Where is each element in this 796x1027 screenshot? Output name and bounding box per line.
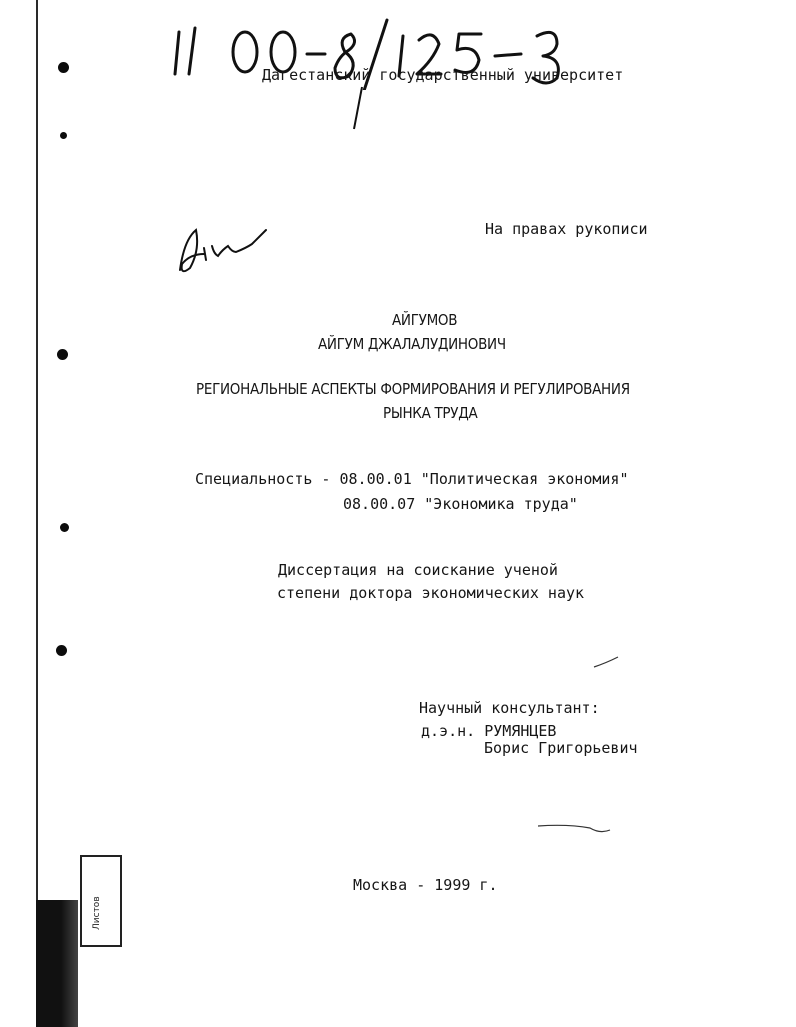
- city-and-year: Москва - 1999 г.: [353, 876, 498, 894]
- thesis-title-line1: РЕГИОНАЛЬНЫЕ АСПЕКТЫ ФОРМИРОВАНИЯ И РЕГУЛИРОВАНИЯ: [196, 380, 630, 398]
- thesis-title-line2: РЫНКА ТРУДА: [383, 404, 478, 422]
- specialty-line2: 08.00.07 "Экономика труда": [343, 495, 578, 513]
- author-surname: АЙГУМОВ: [392, 311, 458, 329]
- author-name: АЙГУМ ДЖАЛАЛУДИНОВИЧ: [318, 335, 506, 353]
- degree-line1: Диссертация на соискание ученой: [278, 561, 558, 579]
- rights-note: На правах рукописи: [485, 220, 648, 238]
- pen-mark: [536, 820, 616, 840]
- pen-mark: [592, 655, 622, 671]
- binding-hole-mark: [60, 132, 67, 139]
- specialty-line1: Специальность - 08.00.01 "Политическая экономия": [195, 470, 629, 488]
- scan-dark-corner: [36, 900, 78, 1027]
- binding-hole-mark: [56, 645, 67, 656]
- binding-hole-mark: [60, 523, 69, 532]
- scan-left-edge: [36, 0, 38, 1027]
- consultant-full-name: Борис Григорьевич: [484, 739, 638, 757]
- consultant-degree-surname: д.э.н. РУМЯНЦЕВ: [421, 722, 557, 740]
- binding-hole-mark: [57, 349, 68, 360]
- degree-line2: степени доктора экономических наук: [277, 584, 585, 602]
- archive-stamp-label: Листов: [92, 896, 102, 930]
- pen-stroke: [350, 85, 370, 135]
- consultant-label: Научный консультант:: [419, 699, 600, 717]
- binding-hole-mark: [58, 62, 69, 73]
- university-name: Дагестанский государственный университет: [262, 66, 624, 84]
- author-signature: [168, 218, 278, 278]
